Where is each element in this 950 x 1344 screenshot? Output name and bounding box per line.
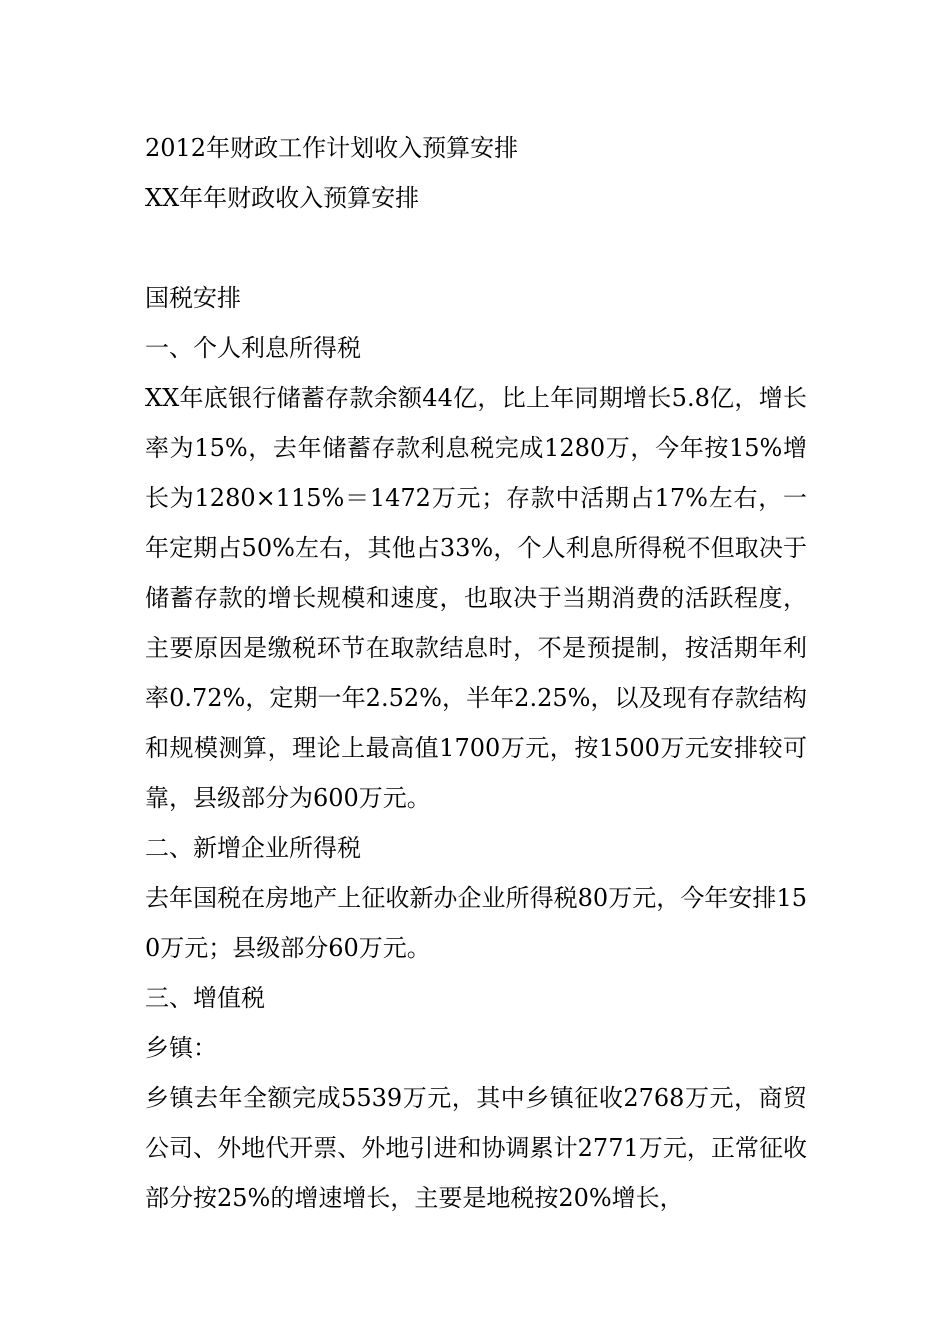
section-heading-national-tax: 国税安排 <box>145 284 241 312</box>
document-subtitle: XX年年财政收入预算安排 <box>145 184 420 212</box>
heading-new-enterprise-income-tax: 二、新增企业所得税 <box>145 834 361 862</box>
paragraph-township-vat: 乡镇去年全额完成5539万元，其中乡镇征收2768万元，商贸公司、外地代开票、外地引进和协调累计2771万元，正常征收部分按25%的增速增长，主要是地税按20%增长， <box>145 1084 807 1212</box>
document-body <box>145 123 807 1223</box>
paragraph-new-enterprise-income-tax: 去年国税在房地产上征收新办企业所得税80万元，今年安排150万元；县级部分60万元。 <box>145 884 807 962</box>
document-title: 2012年财政工作计划收入预算安排 <box>145 134 519 162</box>
sub-heading-township: 乡镇： <box>145 1034 217 1062</box>
blank-line <box>145 223 807 273</box>
heading-personal-interest-tax: 一、个人利息所得税 <box>145 334 361 362</box>
paragraph-personal-interest-tax: XX年底银行储蓄存款余额44亿，比上年同期增长5.8亿，增长率为15%，去年储蓄存款利息税完成1280万，今年按15%增长为1280×115%＝1472万元；存款中活期占17%左右，一年定期占50%左右，其他占33%，个人利息所得税不但取决于储蓄存款的增长规模和速度，也取决于当期消费的活跃程度，主要原因是缴税环节在取款结息时，不是预提制，按活期年利率0.72%，定期一年2.52%，半年2.25%，以及现有存款结构和规模测算，理论上最高值1700万元，按1500万元安排较可靠，县级部分为600万元。 <box>145 384 807 812</box>
heading-value-added-tax: 三、增值税 <box>145 984 265 1012</box>
